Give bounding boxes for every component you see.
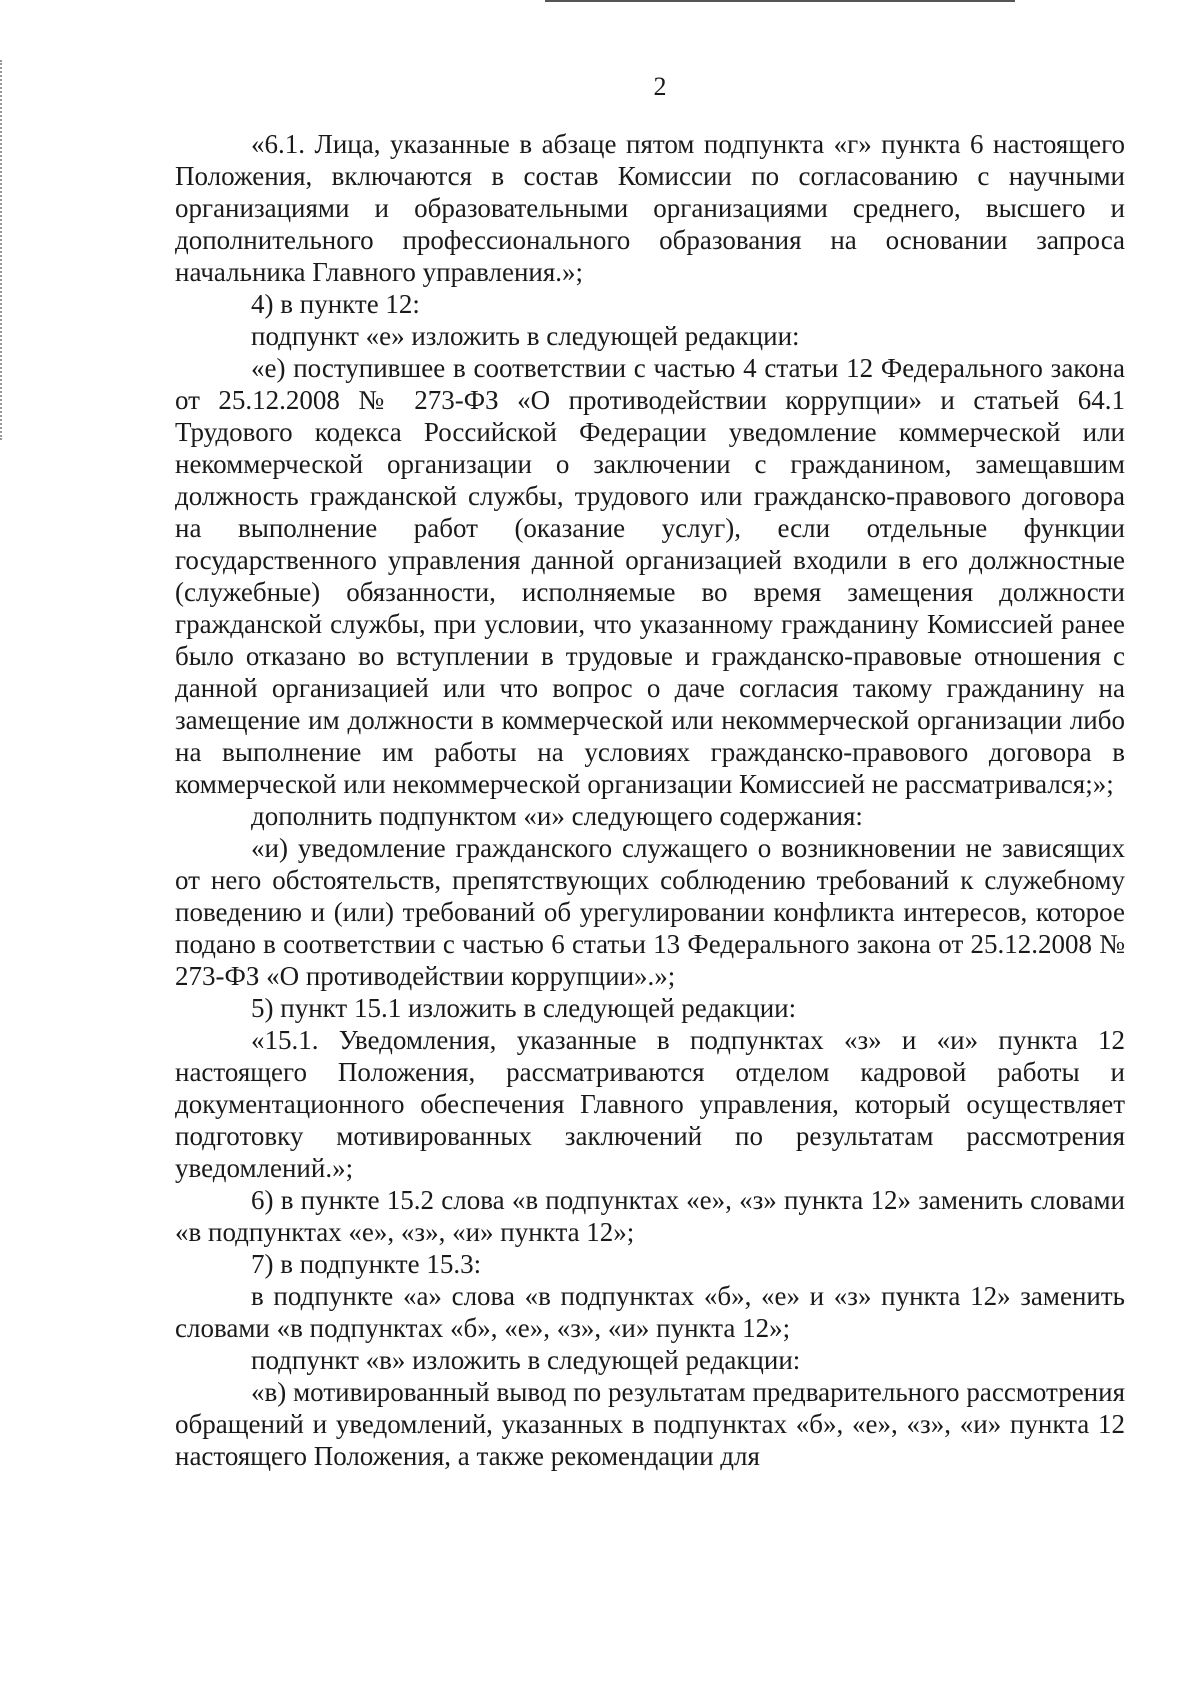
paragraph-item-7: 7) в подпункте 15.3:	[251, 1249, 482, 1279]
paragraph-subitem-a: в подпункте «а» слова «в подпунктах «б», «е» и «з» пункта 12» заменить словами «в подпунктах «б», «е», «з», «и» пункта 12»;	[175, 1281, 1125, 1343]
paragraph-subitem-e: «е) поступившее в соответствии с частью 4 статьи 12 Федерального закона от 25.12.2008 № 273-ФЗ «О противодействии коррупции» и статьей 64.1 Трудового кодекса Российской Федерации уведомление коммерческой или некоммерческой организации о заключении с гражданином, замещавшим должность гражданской службы, трудового или гражданско-правового договора на выполнение работ (оказание услуг), если отдельные функции государственного управления данной организацией входили в его должностные (служебные) обязанности, исполняемые во время замещения должности гражданской службы, при условии, что указанному гражданину Комиссией ранее было отказано во вступлении в трудовые и гражданско-правовые отношения с данной организацией или что вопрос о даче согласия такому гражданину на замещение им должности в коммерческой или некоммерческой организации либо на выполнение им работы на условиях гражданско-правового договора в коммерческой или некоммерческой организации Комиссией не рассматривался;»;	[175, 353, 1125, 799]
paragraph-15-1: «15.1. Уведомления, указанные в подпунктах «з» и «и» пункта 12 настоящего Положения, рассматриваются отделом кадровой работы и документационного обеспечения Главного управления, который осуществляет подготовку мотивированных заключений по результатам рассмотрения уведомлений.»;	[175, 1025, 1125, 1183]
paragraph-6-1: «6.1. Лица, указанные в абзаце пятом подпункта «г» пункта 6 настоящего Положения, включаются в состав Комиссии по согласованию с научными организациями и образовательными организациями среднего, высшего и дополнительного профессионального образования на основании запроса начальника Главного управления.»;	[175, 129, 1125, 287]
paragraph-subitem-v-intro: подпункт «в» изложить в следующей редакции:	[251, 1345, 801, 1375]
paragraph-subitem-i-intro: дополнить подпунктом «и» следующего содержания:	[251, 801, 863, 831]
top-edge-rule	[545, 0, 1015, 2]
page-number: 2	[653, 72, 667, 101]
document-body	[175, 128, 1125, 1472]
paragraph-item-4: 4) в пункте 12:	[251, 289, 420, 319]
paragraph-subitem-e-intro: подпункт «е» изложить в следующей редакции:	[251, 321, 800, 351]
paragraph-item-5: 5) пункт 15.1 изложить в следующей редакции:	[251, 993, 797, 1023]
paragraph-item-6: 6) в пункте 15.2 слова «в подпунктах «е», «з» пункта 12» заменить словами «в подпунктах «е», «з», «и» пункта 12»;	[175, 1185, 1125, 1247]
paragraph-subitem-i: «и) уведомление гражданского служащего о возникновении не зависящих от него обстоятельств, препятствующих соблюдению требований к служебному поведению и (или) требований об урегулировании конфликта интересов, которое подано в соответствии с частью 6 статьи 13 Федерального закона от 25.12.2008 № 273-ФЗ «О противодействии коррупции».»;	[175, 833, 1125, 991]
scan-left-edge-mark	[0, 60, 4, 440]
paragraph-subitem-v: «в) мотивированный вывод по результатам предварительного рассмотрения обращений и уведомлений, указанных в подпунктах «б», «е», «з», «и» пункта 12 настоящего Положения, а также рекомендации для	[175, 1377, 1125, 1471]
